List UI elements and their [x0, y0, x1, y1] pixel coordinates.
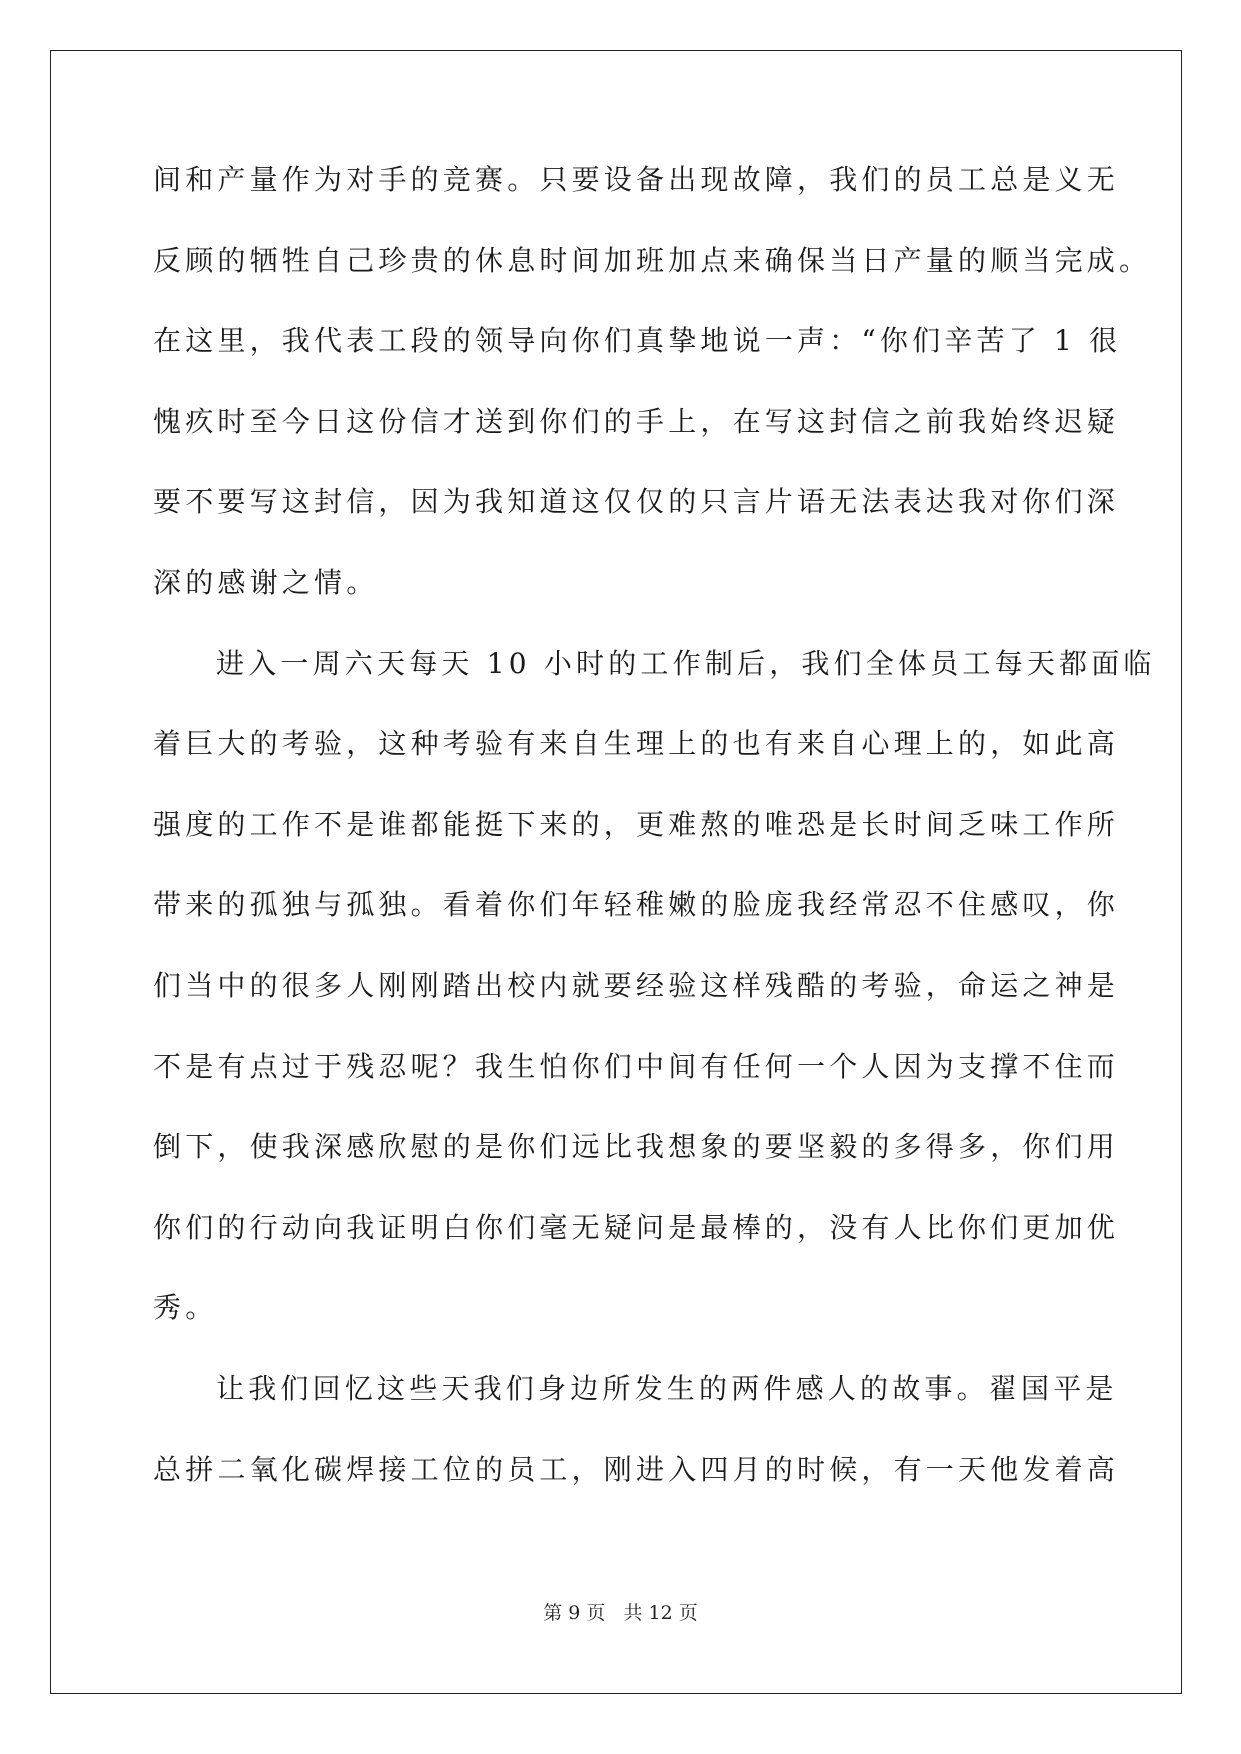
text-line: 总拼二氧化碳焊接工位的员工，刚进入四月的时候，有一天他发着高 — [153, 1452, 1120, 1486]
text-line: 间和产量作为对手的竞赛。只要设备出现故障，我们的员工总是义无 — [153, 163, 1120, 196]
text-line: 你们的行动向我证明白你们毫无疑问是最棒的，没有人比你们更加优 — [153, 1210, 1120, 1244]
page-total: 共 12 页 — [623, 1602, 698, 1624]
text-line: 深的感谢之情。 — [153, 565, 379, 599]
text-line: 在这里，我代表工段的领导向你们真挚地说一声：“你们辛苦了 1 很 — [153, 324, 1122, 358]
text-line: 让我们回忆这些天我们身边所发生的两件感人的故事。翟国平是 — [216, 1371, 1118, 1405]
text-line: 要不要写这封信，因为我知道这仅仅的只言片语无法表达我对你们深 — [153, 485, 1120, 519]
text-line: 带来的孤独与孤独。看着你们年轻稚嫩的脸庞我经常忍不住感叹，你 — [153, 888, 1120, 922]
text-line: 愧疚时至今日这份信才送到你们的手上，在写这封信之前我始终迟疑 — [153, 404, 1120, 438]
text-line: 强度的工作不是谁都能挺下来的，更难熬的唯恐是长时间乏味工作所 — [153, 807, 1120, 841]
page-number: 第 9 页 — [543, 1602, 606, 1624]
page-footer — [0, 1598, 1241, 1625]
text-line: 反顾的牺牲自己珍贵的休息时间加班加点来确保当日产量的顺当完成。 — [153, 243, 1152, 277]
text-line: 秀。 — [153, 1291, 218, 1325]
text-line: 不是有点过于残忍呢？我生怕你们中间有任何一个人因为支撑不住而 — [153, 1049, 1120, 1083]
text-line: 进入一周六天每天 10 小时的工作制后，我们全体员工每天都面临 — [216, 646, 1156, 680]
text-line: 们当中的很多人刚刚踏出校内就要经验这样残酷的考验，命运之神是 — [153, 968, 1120, 1002]
document-body — [153, 158, 1156, 1528]
text-line: 着巨大的考验，这种考验有来自生理上的也有来自心理上的，如此高 — [153, 727, 1120, 761]
text-line: 倒下，使我深感欣慰的是你们远比我想象的要坚毅的多得多，你们用 — [153, 1130, 1120, 1164]
